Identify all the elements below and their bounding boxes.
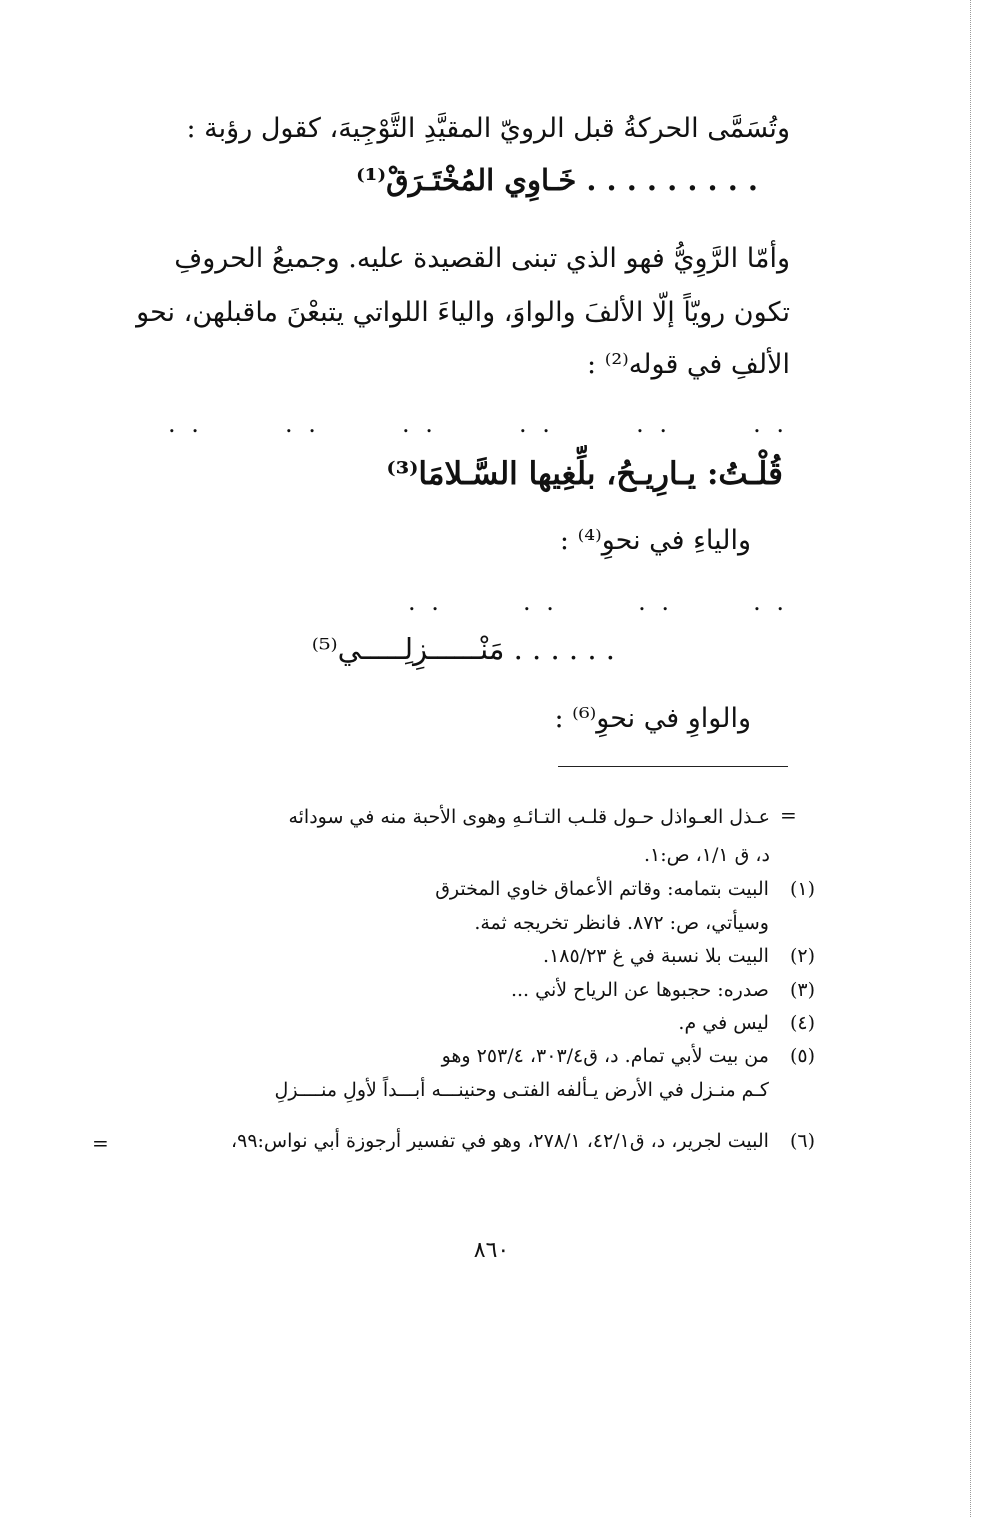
footnote-6 (135, 1124, 815, 1158)
paragraph-ya: والياءِ في نحوِ⁽⁴⁾ : (559, 525, 751, 556)
footnote-continuation-verse: عـذل العـواذل حـول قلـب التـائـهِ وهوى الأحبة منه في سودائه (288, 806, 770, 828)
footnote-5-verse (135, 1073, 815, 1107)
ellipsis: . . (402, 410, 437, 438)
ellipsis: . . (523, 588, 558, 616)
continuation-mark: = (780, 803, 797, 827)
verse-ruba: . . . . . . . . . خَـاوِي المُخْتَـرَقْ⁽¹⁾ (356, 163, 758, 197)
paragraph-rawi-line1: وأمّا الرَّوِيُّ فهو الذي تبنى القصيدة عليه. وجميعُ الحروفِ (174, 243, 790, 274)
footnote-number: (٣) (789, 979, 815, 1001)
footnote-number: (٦) (789, 1130, 815, 1152)
ellipsis: . . (636, 410, 671, 438)
footnote-text: ليس في م. (678, 1012, 769, 1034)
verse-ellipsis-row (408, 588, 788, 616)
ellipsis: . . (638, 588, 673, 616)
footnote-continuation-ref: د، ق ١/١، ص:١. (643, 844, 770, 866)
footnote-1 (135, 872, 815, 906)
footnote-number: (١) (789, 878, 815, 900)
footnote-text: البيت لجرير، د، ق٤٢/١، ٢٧٨/١، وهو في تفسير أرجوزة أبي نواس:٩٩، (230, 1130, 769, 1152)
footnote-number: (٢) (789, 945, 815, 967)
ellipsis: . . (285, 410, 320, 438)
footnote-number: (٤) (789, 1012, 815, 1034)
footnote-text: من بيت لأبي تمام. د، ق٣٠٣/٤، ٢٥٣/٤ وهو (441, 1045, 769, 1067)
footnote-separator (558, 766, 788, 767)
footnote-1-cont (135, 906, 815, 940)
page-number: ٨٦٠ (473, 1238, 510, 1263)
ellipsis: . . (753, 588, 788, 616)
footnote-text: البيت بلا نسبة في غ ١٨٥/٢٣. (543, 945, 769, 967)
footnote-text: صدره: حجبوها عن الرياح لأني ... (510, 979, 769, 1001)
paragraph-rawi-line3: الألفِ في قوله⁽²⁾ : (587, 349, 790, 380)
paragraph-rawi-line2: تكون رويّاً إلّا الألفَ والواوَ، والياءَ اللواتي يتبعْنَ ماقبلهن، نحو (136, 297, 790, 328)
verse-manzili: . . . . . . مَنْــــــزِلِـــــي⁽⁵⁾ (311, 632, 615, 666)
ellipsis: . . (408, 588, 443, 616)
footnote-3 (135, 973, 815, 1007)
footnote-5 (135, 1039, 815, 1073)
ellipsis: . . (168, 410, 203, 438)
footnote-text: كـم منـزل في الأرض يـألفه الفتـى وحنينـــه أبـــداً لأولِ منــــزلِ (274, 1079, 769, 1101)
continuation-mark-end: = (92, 1131, 109, 1155)
paragraph-tawjih: وتُسَمَّى الحركةُ قبل الرويّ المقيَّدِ التَّوْجِيهَ، كقول رؤبة : (186, 113, 790, 144)
verse-salama: قُلْـتُ: يـارِيـحُ، بلِّغِيها السَّـلامَا⁽³⁾ (386, 456, 783, 492)
paragraph-waw: والواوِ في نحوِ⁽⁶⁾ : (554, 703, 751, 734)
ellipsis: . . (753, 410, 788, 438)
footnote-text: البيت بتمامه: وقاتم الأعماق خاوي المخترق (435, 878, 769, 900)
verse-ellipsis-row (168, 410, 788, 438)
footnote-number: (٥) (789, 1045, 815, 1067)
footnote-2 (135, 939, 815, 973)
scan-edge-line (970, 0, 971, 1517)
ellipsis: . . (519, 410, 554, 438)
footnote-4 (135, 1006, 815, 1040)
footnote-text: وسيأتي، ص: ٨٧٢. فانظر تخريجه ثمة. (474, 912, 769, 934)
